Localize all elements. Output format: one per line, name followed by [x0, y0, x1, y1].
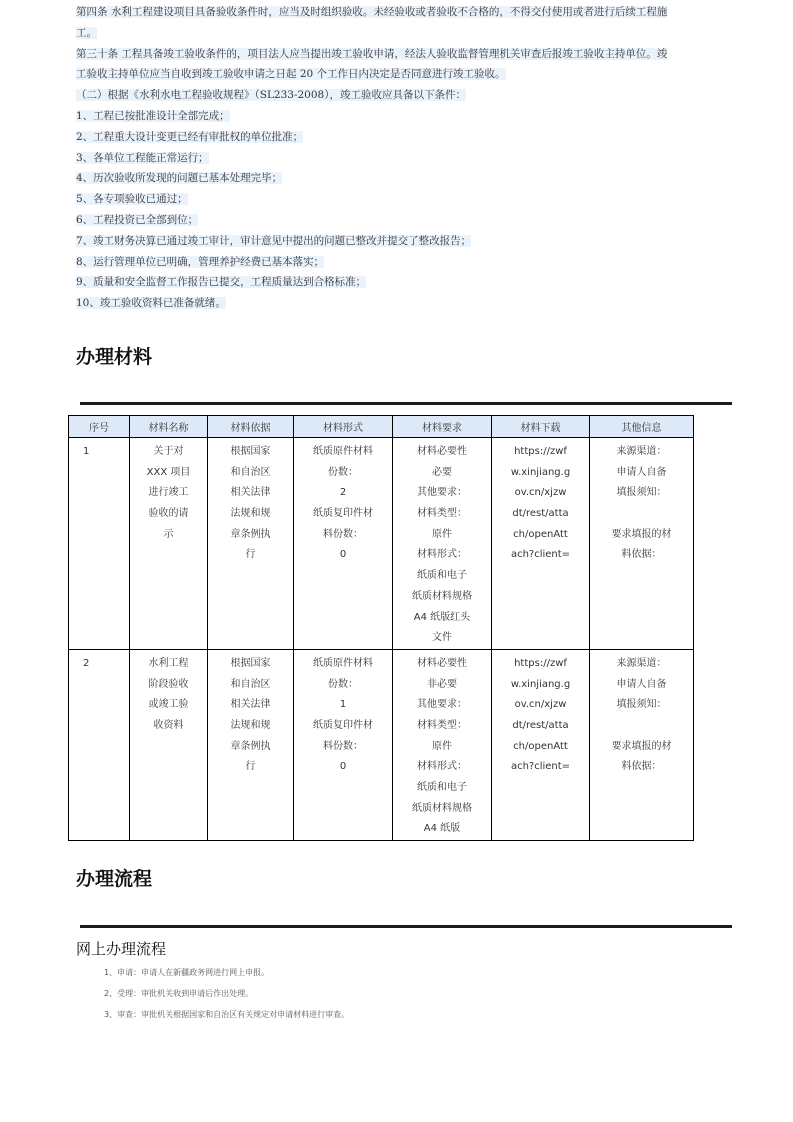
- material-download-line: https://zwf: [514, 657, 567, 669]
- intro-line: [76, 252, 688, 273]
- material-requirement-line: 原件: [432, 528, 452, 540]
- intro-line: [76, 2, 688, 23]
- material-name-line: 收资料: [153, 719, 184, 731]
- material-requirement-line: 其他要求：: [417, 487, 467, 499]
- intro-line-text: 4、历次验收所发现的问题已基本处理完毕；: [76, 172, 283, 185]
- material-form-cell: [294, 438, 393, 650]
- material-form-line: 0: [339, 549, 347, 561]
- material-requirement-line: 其他要求：: [417, 699, 467, 711]
- process-steps-list: [104, 963, 704, 1025]
- intro-line: [76, 293, 688, 314]
- material-form-line: 纸质复印件材: [313, 719, 373, 731]
- material-download-line: ov.cn/xjzw: [514, 699, 567, 711]
- material-other-line: 要求填报的材: [611, 528, 672, 540]
- intro-line-text: 10、竣工验收资料已准备就绪。: [76, 297, 226, 310]
- table-row: [69, 438, 694, 650]
- material-requirement-line: 材料必要性: [417, 657, 467, 669]
- material-form-line: 1: [339, 699, 347, 711]
- intro-line-text: 工。: [76, 26, 97, 39]
- intro-line: [76, 44, 688, 65]
- material-basis-line: 根据国家: [230, 446, 271, 457]
- material-other-cell: [590, 438, 694, 650]
- material-requirement-line: 必要: [432, 466, 452, 478]
- material-basis-line: 法规和规: [230, 719, 271, 731]
- material-name-line: 进行竣工: [148, 487, 189, 499]
- material-requirement-line: A4 纸版: [423, 823, 461, 835]
- material-download-cell[interactable]: [492, 438, 590, 650]
- material-requirement-line: 文件: [432, 632, 452, 644]
- material-basis-line: 根据国家: [230, 657, 271, 669]
- intro-line: [76, 23, 688, 44]
- intro-line-text: 2、工程重大设计变更已经有审批权的单位批准；: [76, 130, 304, 143]
- intro-line-text: 5、各专项验收已通过；: [76, 193, 188, 206]
- material-other-line: 填报须知：: [616, 699, 667, 711]
- material-download-line: ch/openAtt: [513, 740, 568, 752]
- intro-line-text: 第四条 水利工程建设项目具备验收条件时，应当及时组织验收。未经验收或者验收不合格的，不得交付使用或者进行后续工程施: [76, 6, 668, 18]
- col-header-requirement: 材料要求: [393, 416, 492, 438]
- material-form-line: 2: [339, 487, 347, 499]
- material-other-line: 填报须知：: [616, 487, 667, 499]
- material-form-line: 纸质复印件材: [313, 508, 373, 520]
- material-requirement-line: 纸质材料规格: [412, 802, 472, 814]
- material-name-cell: [130, 438, 208, 650]
- material-name-line: 示: [163, 528, 174, 540]
- material-download-line: ach?client=: [510, 761, 571, 773]
- col-header-name: 材料名称: [130, 416, 208, 438]
- process-step: 2、受理：审批机关收到申请后作出处理。: [104, 988, 254, 998]
- intro-line: [76, 106, 688, 127]
- intro-line-text: 3、各单位工程能正常运行；: [76, 151, 209, 164]
- material-form-line: 份数：: [328, 466, 358, 478]
- material-basis-line: 相关法律: [230, 699, 271, 711]
- online-process-subtitle: 网上办理流程: [76, 940, 167, 958]
- material-other-line: 申请人自备: [616, 466, 667, 478]
- process-section-title: 办理流程: [76, 868, 153, 890]
- intro-line-text: 6、工程投资已全部到位；: [76, 213, 199, 226]
- material-other-line: 要求填报的材: [611, 740, 672, 752]
- material-download-line: ov.cn/xjzw: [514, 487, 567, 499]
- material-requirement-line: 材料形式：: [417, 549, 467, 561]
- material-basis-line: 和自治区: [230, 466, 271, 478]
- table-row: [69, 649, 694, 840]
- materials-section-title: 办理材料: [76, 346, 153, 368]
- intro-line: [76, 127, 688, 148]
- material-download-line: ch/openAtt: [513, 528, 568, 540]
- material-download-line: dt/rest/atta: [512, 719, 569, 731]
- material-name-line: 验收的请: [148, 508, 189, 520]
- material-other-line: 料依据：: [621, 549, 662, 561]
- intro-line: [76, 231, 688, 252]
- intro-line-text: 第三十条 工程具备竣工验收条件的，项目法人应当提出竣工验收申请，经法人验收监督管理机关审查后报竣工验收主持单位。竣: [76, 47, 668, 60]
- material-download-line: w.xinjiang.g: [510, 466, 571, 478]
- material-download-line: ach?client=: [510, 549, 571, 561]
- intro-line: [76, 189, 688, 210]
- material-requirement-line: A4 纸版红头: [413, 611, 471, 623]
- material-form-line: 0: [339, 761, 347, 773]
- process-divider: [80, 925, 732, 928]
- material-basis-line: 章条例执: [230, 528, 271, 540]
- material-other-line: 来源渠道：: [616, 446, 667, 457]
- material-basis-line: 法规和规: [230, 508, 271, 520]
- material-form-line: 纸质原件材料: [313, 446, 373, 457]
- material-form-line: 纸质原件材料: [313, 657, 373, 669]
- material-download-line: https://zwf: [514, 446, 567, 457]
- materials-table-header-row: [69, 416, 694, 438]
- material-requirement-line: 材料类型：: [417, 508, 467, 520]
- material-requirement-line: 纸质和电子: [417, 570, 467, 582]
- row-index-cell: [69, 438, 130, 650]
- material-basis-line: 和自治区: [230, 678, 271, 690]
- intro-line: [76, 85, 688, 106]
- intro-line-text: 9、质量和安全监督工作报告已提交，工程质量达到合格标准；: [76, 276, 367, 289]
- intro-line: [76, 168, 688, 189]
- col-header-basis: 材料依据: [208, 416, 294, 438]
- material-basis-line: 相关法律: [230, 487, 271, 499]
- material-form-line: 料份数：: [323, 528, 363, 540]
- intro-line-text: （二）根据《水利水电工程验收规程》（SL233-2008），竣工验收应具备以下条件：: [76, 89, 466, 102]
- material-requirement-line: 材料形式：: [417, 761, 467, 773]
- material-other-line: 料依据：: [621, 761, 662, 773]
- material-download-line: w.xinjiang.g: [510, 678, 571, 690]
- material-requirement-line: 材料类型：: [417, 719, 467, 731]
- col-header-other: 其他信息: [590, 416, 694, 438]
- materials-divider: [80, 402, 732, 405]
- material-requirement-cell: [393, 438, 492, 650]
- process-step: 3、审查：审批机关根据国家和自治区有关规定对申请材料进行审查。: [104, 1009, 350, 1019]
- material-basis-line: 行: [245, 549, 256, 561]
- intro-line-text: 8、运行管理单位已明确，管理养护经费已基本落实；: [76, 255, 325, 268]
- materials-table: [68, 415, 694, 841]
- material-name-line: 阶段验收: [148, 678, 189, 690]
- material-name-line: XXX 项目: [146, 466, 191, 478]
- intro-line-text: 7、竣工财务决算已通过竣工审计，审计意见中提出的问题已整改并提交了整改报告；: [76, 234, 472, 247]
- process-step: 1、申请：申请人在新疆政务网进行网上申报。: [104, 968, 270, 977]
- material-basis-line: 行: [245, 761, 256, 773]
- material-name-line: 水利工程: [148, 657, 189, 669]
- row-index: 2: [83, 657, 90, 669]
- material-other-line: 来源渠道：: [616, 657, 667, 669]
- material-form-line: 料份数：: [323, 740, 363, 752]
- material-other-line: [590, 504, 693, 525]
- material-form-line: 份数：: [328, 678, 358, 690]
- col-header-download: 材料下载: [492, 416, 590, 438]
- row-index-cell: [69, 649, 130, 840]
- material-requirement-cell: [393, 649, 492, 840]
- material-download-line: dt/rest/atta: [512, 508, 569, 520]
- material-name-line: 或竣工验: [148, 699, 189, 711]
- intro-line: [76, 210, 688, 231]
- material-name-line: 关于对: [153, 446, 184, 457]
- material-requirement-line: 材料必要性: [417, 446, 467, 457]
- intro-line-text: 1、工程已按批准设计全部完成；: [76, 109, 230, 122]
- intro-line: [76, 64, 688, 85]
- intro-line: [76, 272, 688, 293]
- material-basis-line: 章条例执: [230, 740, 271, 752]
- intro-line: [76, 148, 688, 169]
- material-other-cell: [590, 649, 694, 840]
- material-download-cell[interactable]: [492, 649, 590, 840]
- material-other-line: 申请人自备: [616, 678, 667, 690]
- material-other-line: [590, 716, 693, 737]
- row-index: 1: [83, 446, 90, 457]
- material-requirement-line: 纸质和电子: [417, 782, 467, 793]
- material-requirement-line: 非必要: [427, 678, 457, 690]
- material-requirement-line: 纸质材料规格: [412, 590, 472, 602]
- intro-line-text: 工验收主持单位应当自收到竣工验收申请之日起 20 个工作日内决定是否同意进行竣工验收。: [76, 68, 506, 81]
- col-header-index: 序号: [69, 416, 130, 438]
- intro-text-block: [76, 2, 688, 314]
- material-requirement-line: 原件: [432, 740, 452, 752]
- material-basis-cell: [208, 649, 294, 840]
- material-name-cell: [130, 649, 208, 840]
- material-basis-cell: [208, 438, 294, 650]
- material-form-cell: [294, 649, 393, 840]
- col-header-form: 材料形式: [294, 416, 393, 438]
